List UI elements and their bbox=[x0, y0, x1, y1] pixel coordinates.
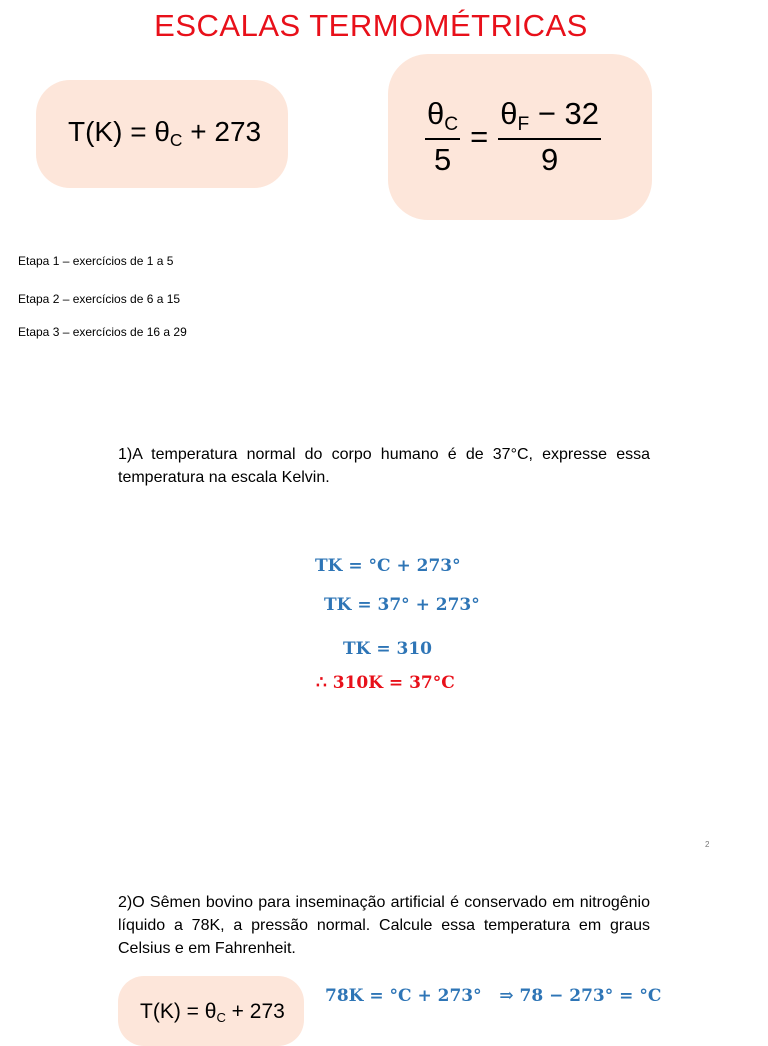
equals-sign: = bbox=[470, 118, 489, 154]
fahrenheit-fraction: $\frac{\theta_F - 32}{9}$ bbox=[500, 96, 600, 177]
solution-1-line-3: TK = 310 bbox=[343, 639, 432, 659]
solution-2-line-1: 78K = °C + 273° ⇒ 78 − 273° = °C bbox=[325, 986, 662, 1006]
solution-1-conclusion: ∴ 310K = 37°C bbox=[316, 673, 455, 693]
kelvin-formula: $T(K) = \theta_C + 273$ bbox=[68, 116, 262, 151]
kelvin-formula-small: $T(K) = \theta_C + 273$ bbox=[140, 1000, 285, 1025]
page-number: 2 bbox=[705, 840, 710, 849]
etapa-1: Etapa 1 – exercícios de 1 a 5 bbox=[18, 254, 174, 268]
question-2: 2)O Sêmen bovino para inseminação artificial é conservado em nitrogênio líquido a 78K, a pressão normal. Calcule essa temperatura em graus Celsius e em Fahrenheit. bbox=[118, 894, 650, 957]
etapa-3: Etapa 3 – exercícios de 16 a 29 bbox=[18, 325, 187, 339]
etapa-2: Etapa 2 – exercícios de 6 a 15 bbox=[18, 292, 181, 306]
ratio-formula bbox=[425, 96, 601, 178]
page-title: ESCALAS TERMOMÉTRICAS bbox=[154, 8, 588, 43]
question-1: 1)A temperatura normal do corpo humano é de 37°C, expresse essa temperatura na escala Kelvin. bbox=[118, 446, 650, 486]
solution-1-line-2: TK = 37° + 273° bbox=[324, 595, 480, 615]
solution-1-line-1: TK = °C + 273° bbox=[315, 556, 461, 576]
celsius-fraction: $\frac{\theta_C}{5}$ bbox=[427, 96, 459, 177]
